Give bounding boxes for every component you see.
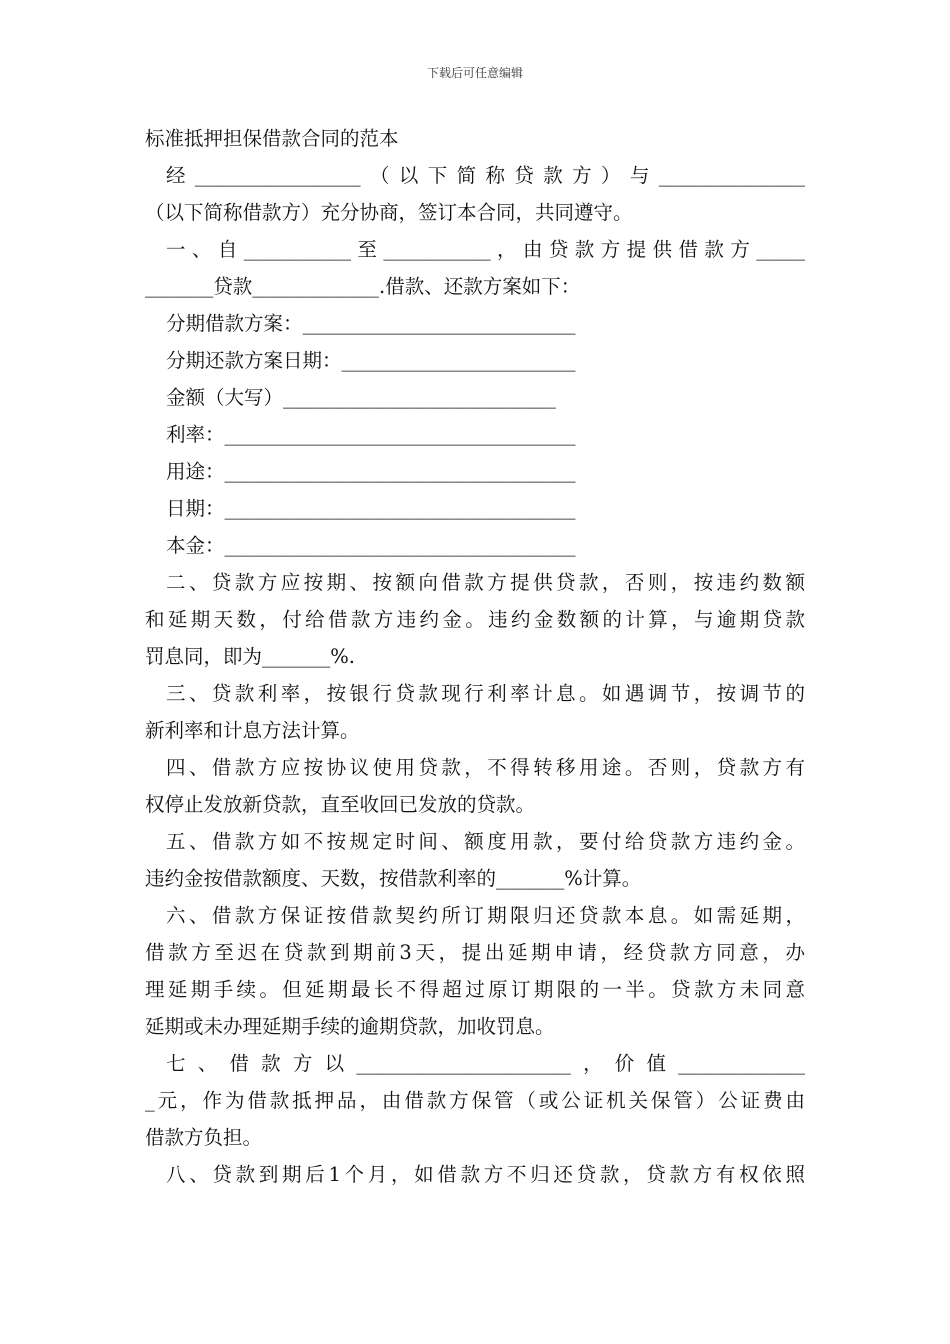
form-line-date: 日期：____________________________________ (166, 497, 576, 520)
document-title: 标准抵押担保借款合同的范本 (145, 127, 399, 150)
form-line-amount-capital: 金额（大写）____________________________ (166, 386, 557, 409)
page-header: 下载后可任意编辑 (426, 66, 523, 80)
paragraph-line: 借款方至迟在贷款到期前3天，提出延期申请，经贷款方同意，办 (145, 941, 805, 964)
paragraph-line: 罚息同，即为_______%. (145, 645, 355, 668)
form-line-principal: 本金：____________________________________ (166, 534, 576, 557)
paragraph-line: 二、贷款方应按期、按额向借款方提供贷款，否则，按违约数额 (166, 571, 805, 594)
form-line-repayment-dates: 分期还款方案日期：________________________ (166, 349, 576, 372)
paragraph-line: 权停止发放新贷款，直至收回已发放的贷款。 (145, 793, 536, 816)
paragraph-line: 延期或未办理延期手续的逾期贷款，加收罚息。 (145, 1015, 555, 1038)
paragraph-line: 一、自___________至___________，由贷款方提供借款方_____ (166, 238, 805, 261)
paragraph-line: 理延期手续。但延期最长不得超过原订期限的一半。贷款方未同意 (145, 978, 805, 1001)
paragraph-line: _元，作为借款抵押品，由借款方保管（或公证机关保管）公证费由 (145, 1089, 805, 1112)
form-line-purpose: 用途：____________________________________ (166, 460, 576, 483)
paragraph-line: 八、贷款到期后1个月，如借款方不归还贷款，贷款方有权依照 (166, 1163, 805, 1186)
paragraph-line: 违约金按借款额度、天数，按借款利率的_______%计算。 (145, 867, 642, 890)
paragraph-line: 五、借款方如不按规定时间、额度用款，要付给贷款方违约金。 (166, 830, 805, 853)
paragraph-line: _______贷款_____________.借款、还款方案如下： (145, 275, 581, 298)
form-line-interest-rate: 利率：____________________________________ (166, 423, 576, 446)
paragraph-line: 六、借款方保证按借款契约所订期限归还贷款本息。如需延期， (166, 904, 805, 927)
paragraph-line: 借款方负担。 (145, 1126, 263, 1149)
paragraph-line: 新利率和计息方法计算。 (145, 719, 360, 742)
contract-body (145, 120, 805, 1193)
paragraph-line: 七、借款方以______________________，价值_____________ (166, 1052, 805, 1075)
paragraph-line: 四、借款方应按协议使用贷款，不得转移用途。否则，贷款方有 (166, 756, 805, 779)
paragraph-line: （以下简称借款方）充分协商，签订本合同，共同遵守。 (145, 201, 633, 224)
form-line-installment-plan: 分期借款方案：____________________________ (166, 312, 576, 335)
paragraph-line: 三、贷款利率，按银行贷款现行利率计息。如遇调节，按调节的 (166, 682, 805, 705)
paragraph-line: 经_________________（以下简称贷款方）与_______________ (166, 164, 805, 187)
paragraph-line: 和延期天数，付给借款方违约金。违约金数额的计算，与逾期贷款 (145, 608, 805, 631)
